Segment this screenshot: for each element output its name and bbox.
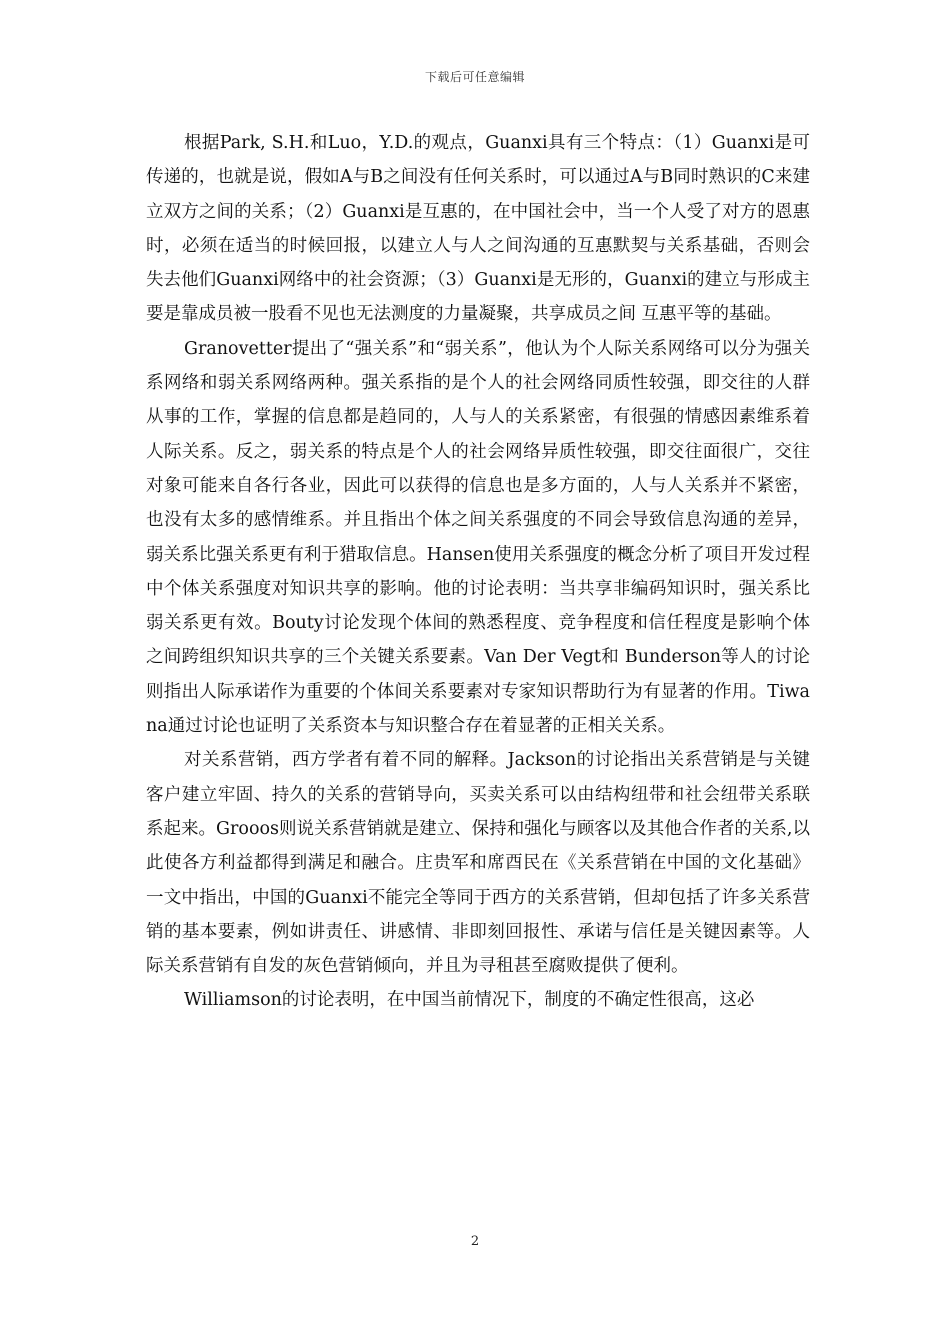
page-header: 下载后可任意编辑	[424, 70, 525, 84]
paragraph-strong-weak-ties: Granovetter提出了“强关系”和“弱关系”，他认为个人际关系网络可以分为强关系网络和弱关系网络两种。强关系指的是个人的社会网络同质性较强，即交往的人群从事的工作，掌握的信息都是趋同的，人与人的关系紧密，有很强的情感因素维系着人际关系。反之，弱关系的特点是个人的社会网络异质性较强，即交往面很广，交往对象可能来自各行各业，因此可以获得的信息也是多方面的，人与人关系并不紧密，也没有太多的感情维系。并且指出个体之间关系强度的不同会导致信息沟通的差异，弱关系比强关系更有利于猎取信息。Hansen使用关系强度的概念分析了项目开发过程中个体关系强度对知识共享的影响。他的讨论表明：当共享非编码知识时，强关系比弱关系更有效。Bouty讨论发现个体间的熟悉程度、竞争程度和信任程度是影响个体之间跨组织知识共享的三个关键关系要素。Van Der Vegt和 Bunderson等人的讨论则指出人际承诺作为重要的个体间关系要素对专家知识帮助行为有显著的作用。Tiwana通过讨论也证明了关系资本与知识整合存在着显著的正相关关系。	[146, 338, 810, 737]
paragraph-relationship-marketing: 对关系营销，西方学者有着不同的解释。Jackson的讨论指出关系营销是与关键客户建立牢固、持久的关系的营销导向，买卖关系可以由结构纽带和社会纽带关系联系起来。Grooos则说关系营销就是建立、保持和强化与顾客以及其他合作者的关系,以此使各方利益都得到满足和融合。庄贵军和席酉民在《关系营销在中国的文化基础》一文中指出，中国的Guanxi不能完全等同于西方的关系营销，但却包括了许多关系营销的基本要素，例如讲责任、讲感情、非即刻回报性、承诺与信任是关键因素等。人际关系营销有自发的灰色营销倾向，并且为寻租甚至腐败提供了便利。	[146, 750, 810, 977]
body-text	[146, 126, 810, 1018]
paragraph-guanxi-features: 根据Park, S.H.和Luo，Y.D.的观点，Guanxi具有三个特点：（1）Guanxi是可传递的，也就是说，假如A与B之间没有任何关系时，可以通过A与B同时熟识的C来建立双方之间的关系；（2）Guanxi是互惠的，在中国社会中，当一个人受了对方的恩惠时，必须在适当的时候回报，以建立人与人之间沟通的互惠默契与关系基础，否则会失去他们Guanxi网络中的社会资源；（3）Guanxi是无形的，Guanxi的建立与形成主要是靠成员被一股看不见也无法测度的力量凝聚，共享成员之间 互惠平等的基础。	[146, 133, 810, 325]
page-number: 2	[470, 1234, 480, 1249]
paragraph-williamson: Williamson的讨论表明，在中国当前情况下，制度的不确定性很高，这必	[184, 990, 755, 1011]
